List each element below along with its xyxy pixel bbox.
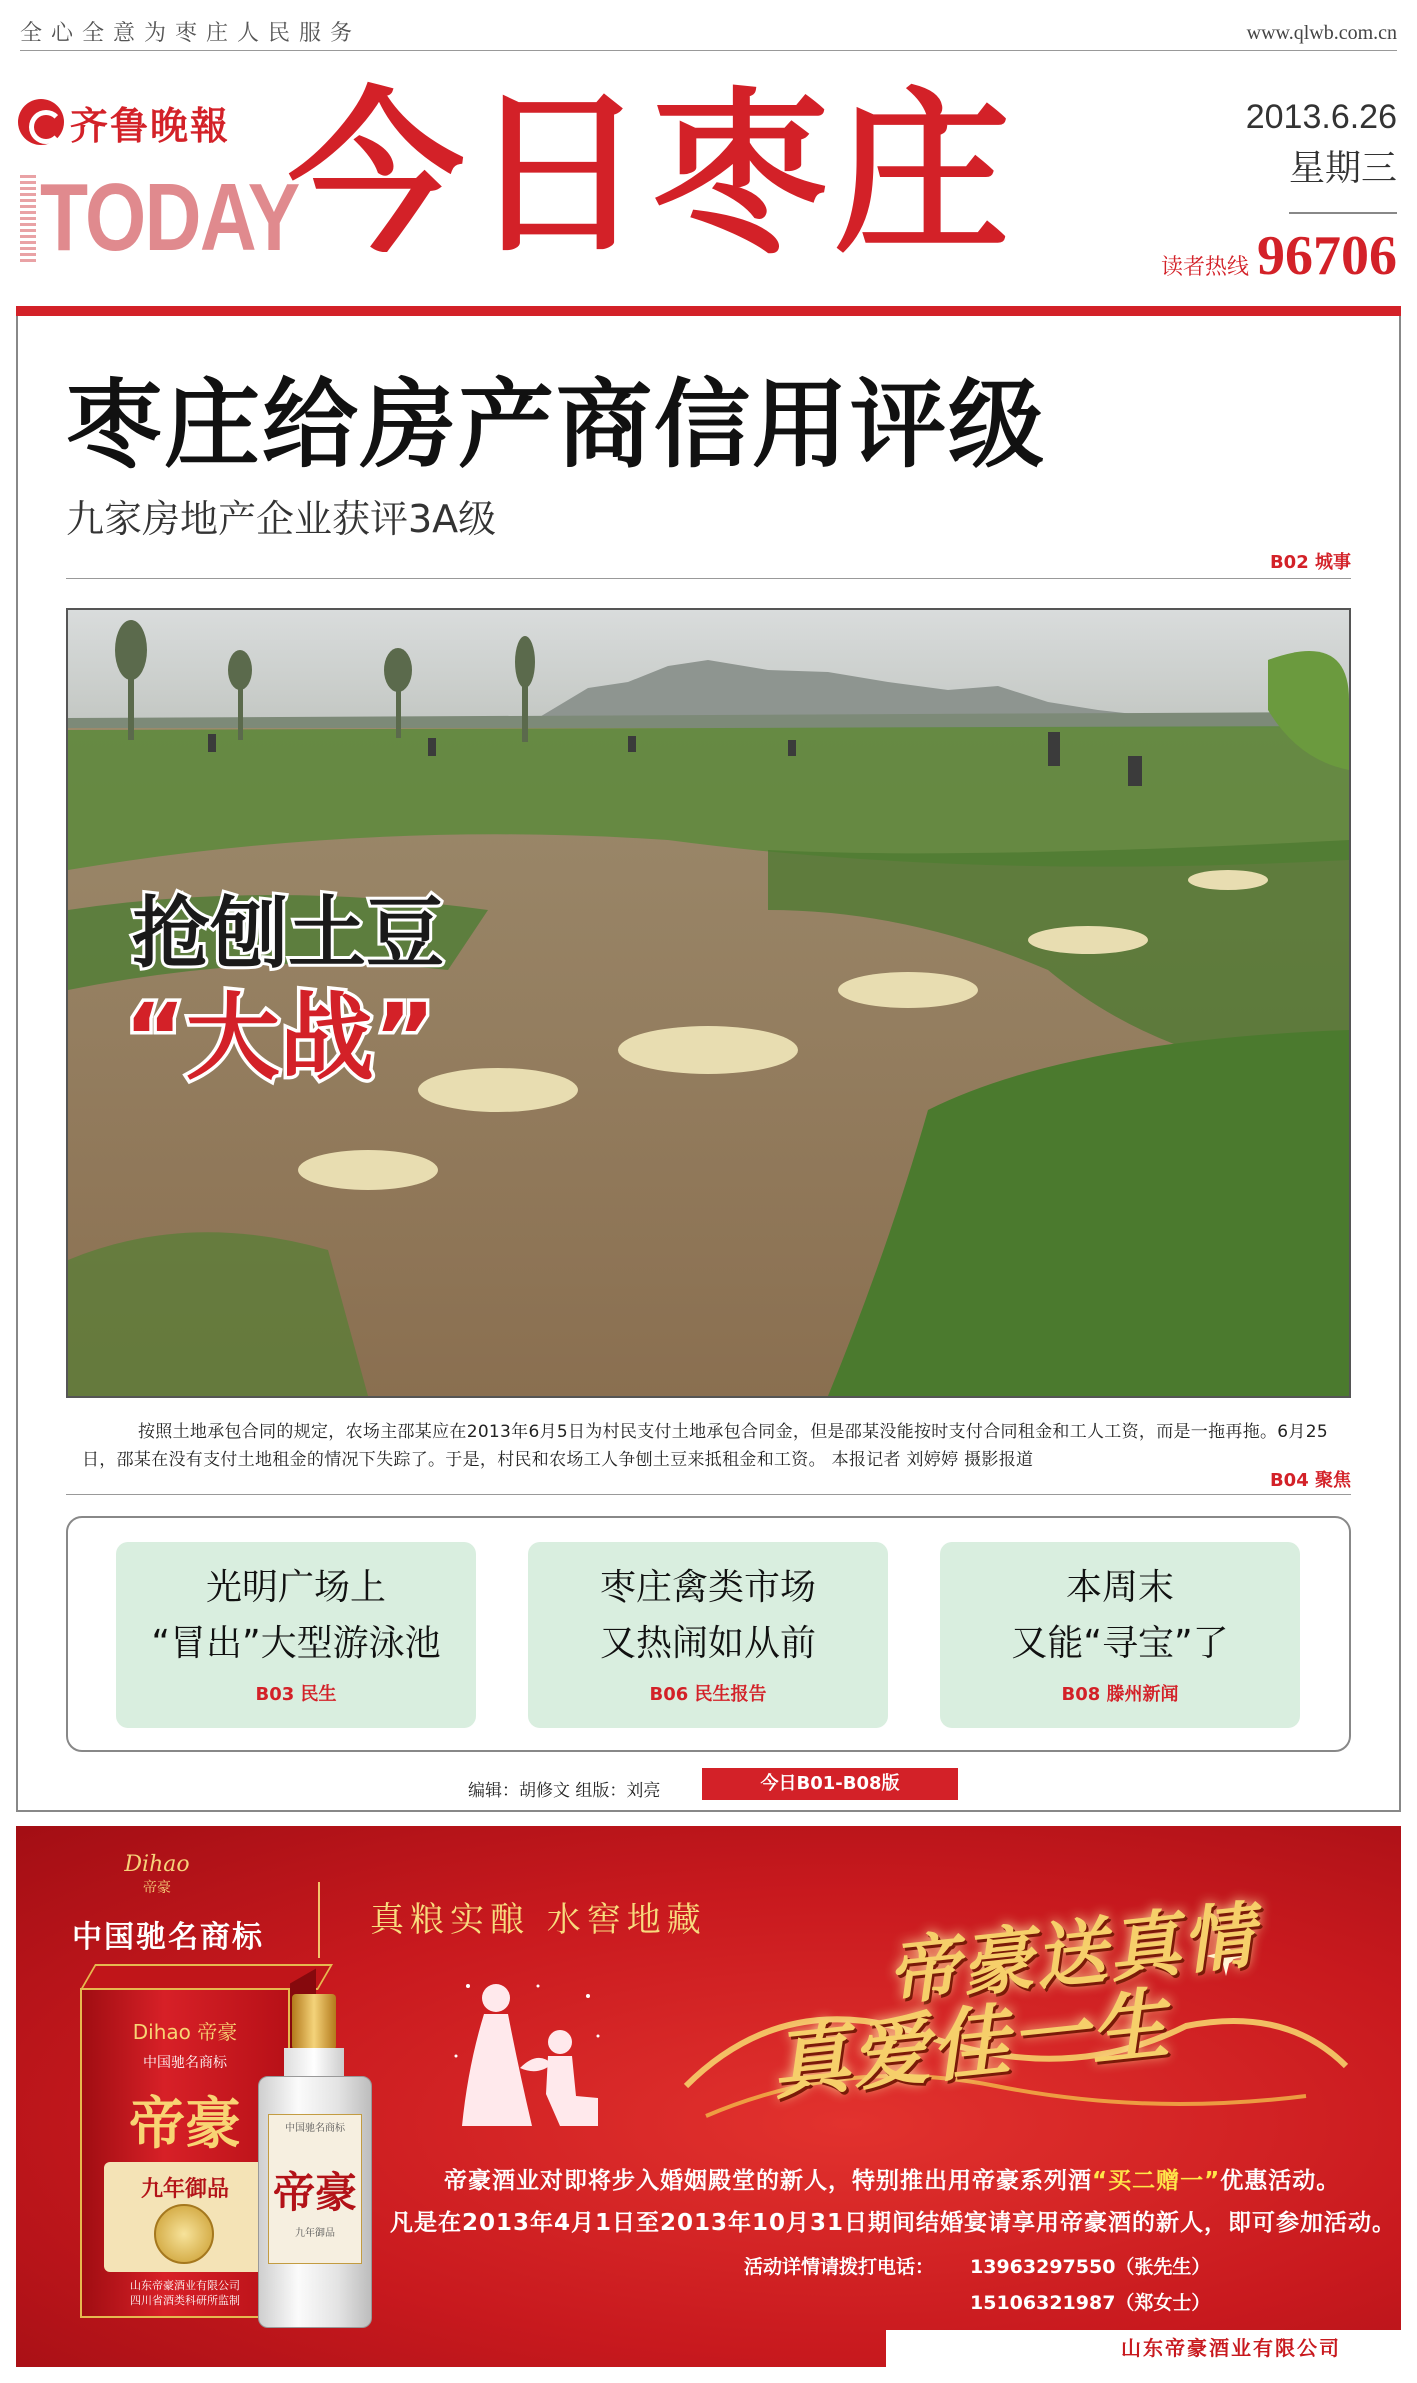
lead-subhead: 九家房地产企业获评3A级 xyxy=(66,497,497,541)
lead-headline[interactable]: 枣庄给房产商信用评级 xyxy=(66,369,1046,481)
masthead-slogan: 全心全意为枣庄人民服务 xyxy=(20,21,362,46)
box-label-text: 九年御品 xyxy=(140,2177,229,2202)
teaser-title: 光明广场上 xyxy=(205,1567,386,1608)
hotline-number[interactable]: 96706 xyxy=(1257,225,1397,287)
teaser-title: 本周末 xyxy=(1065,1567,1174,1608)
potato-field-photo[interactable] xyxy=(66,608,1351,1398)
teaser-card-poultry-market[interactable] xyxy=(528,1542,888,1728)
teaser-page-ref: B03 民生 xyxy=(255,1684,337,1705)
editor-credit: 编辑：胡修文 组版：刘亮 xyxy=(468,1781,661,1801)
liquor-bottle xyxy=(254,1994,376,2330)
box-trademark: 中国驰名商标 xyxy=(143,2055,227,2071)
ad-offer-text-a: 帝豪酒业对即将步入婚姻殿堂的新人，特别推出用帝豪系列酒 xyxy=(444,2168,1092,2194)
ad-phone-1[interactable]: 13963297550（张先生） xyxy=(970,2256,1211,2278)
today-stripe xyxy=(20,175,36,263)
teaser-page-ref: B08 滕州新闻 xyxy=(1061,1684,1179,1705)
publication-date: 2013.6.26 xyxy=(1245,98,1397,136)
bottle-label-sub: 九年御品 xyxy=(295,2228,335,2239)
bottle-label-name: 帝豪 xyxy=(272,2168,357,2217)
teaser-page-ref: B06 民生报告 xyxy=(649,1684,767,1705)
lead-page-ref[interactable]: B02 城事 xyxy=(1269,552,1351,573)
bottle-cap xyxy=(292,1994,336,2050)
liquor-advertisement[interactable] xyxy=(16,1826,1401,2367)
box-brand: Dihao 帝豪 xyxy=(132,2020,238,2044)
box-product-name: 帝豪 xyxy=(129,2091,241,2157)
ad-slogan-line1: 帝豪送真情 xyxy=(883,1891,1261,2016)
teaser-card-treasure[interactable] xyxy=(940,1542,1300,1728)
reader-hotline xyxy=(1161,224,1397,288)
teaser-subtitle: 又能“寻宝”了 xyxy=(1011,1623,1229,1664)
ad-phone-2[interactable]: 15106321987（郑女士） xyxy=(970,2292,1211,2314)
teaser-panel xyxy=(66,1516,1351,1752)
photo-story-body: 按照土地承包合同的规定，农场主邵某应在2013年6月5日为村民支付土地承包合同金，但是邵某没能按时支付合同租金和工人工资，而是一拖再拖。6月25日，邵某在没有支付土地租金的情况下失踪了。于是，村民和农场工人争刨土豆来抵租金和工资。 本报记者 刘婷婷 摄影报道 xyxy=(82,1422,1328,1470)
brand-name: 齐鲁晚報 xyxy=(70,102,231,148)
photo-caption-line2: “大战” xyxy=(124,984,436,1093)
today-wordmark: TODAY xyxy=(40,164,299,271)
website-link[interactable]: www.qlwb.com.cn xyxy=(1246,22,1397,44)
ad-trademark: 中国驰名商标 xyxy=(72,1920,264,1955)
masthead-red-rule xyxy=(16,306,1401,316)
hotline-label: 读者热线 xyxy=(1160,255,1249,280)
ad-offer-line2: 凡是在2013年4月1日至2013年10月31日期间结婚宴请享用帝豪酒的新人，即可参加活动。 xyxy=(390,2210,1397,2236)
teaser-subtitle: “冒出”大型游泳池 xyxy=(151,1623,441,1664)
ad-offer-highlight: “买二赠一” xyxy=(1092,2168,1221,2194)
medal-icon xyxy=(154,2204,214,2264)
field-scene-image xyxy=(68,610,1349,1396)
box-maker: 山东帝豪酒业有限公司 四川省酒类科研所监制 xyxy=(130,2279,240,2307)
ad-phone-label: 活动详情请拨打电话： xyxy=(744,2256,935,2278)
teaser-title: 枣庄禽类市场 xyxy=(599,1567,816,1608)
teaser-card-pool[interactable] xyxy=(116,1542,476,1728)
couple-silhouette-icon xyxy=(448,1976,608,2146)
paper-title: 今日枣庄 xyxy=(288,72,1017,277)
publication-weekday: 星期三 xyxy=(1288,148,1397,189)
photo-divider xyxy=(66,1494,1351,1495)
photo-page-ref[interactable]: B04 聚焦 xyxy=(1269,1470,1351,1491)
ad-divider xyxy=(318,1882,320,1958)
section-tag[interactable]: 今日B01-B08版 xyxy=(702,1768,958,1800)
date-divider xyxy=(1289,212,1397,214)
teaser-subtitle: 又热闹如从前 xyxy=(599,1623,816,1664)
ad-offer-line1 xyxy=(444,2162,1340,2195)
photo-caption-line1: 抢刨土豆 xyxy=(132,889,445,979)
newspaper-logo xyxy=(18,98,273,146)
bottle-neck xyxy=(284,2048,344,2078)
ad-slogan-line2: 真爱佳一生 xyxy=(767,1978,1175,2111)
lead-divider xyxy=(66,578,1351,579)
ad-logo-sub: 帝豪 xyxy=(143,1880,171,1896)
ad-brand-logo xyxy=(112,1852,202,1896)
ad-tagline: 真粮实酿 水窖地藏 xyxy=(370,1900,707,1940)
ad-logo-text: Dihao xyxy=(124,1852,190,1877)
bottle-label-small: 中国驰名商标 xyxy=(285,2123,345,2134)
bottle-label xyxy=(268,2114,362,2264)
logo-icon xyxy=(18,99,64,145)
ad-company-name: 山东帝豪酒业有限公司 xyxy=(886,2330,1401,2367)
ad-offer-text-b: 优惠活动。 xyxy=(1220,2168,1341,2194)
top-divider xyxy=(20,50,1397,51)
